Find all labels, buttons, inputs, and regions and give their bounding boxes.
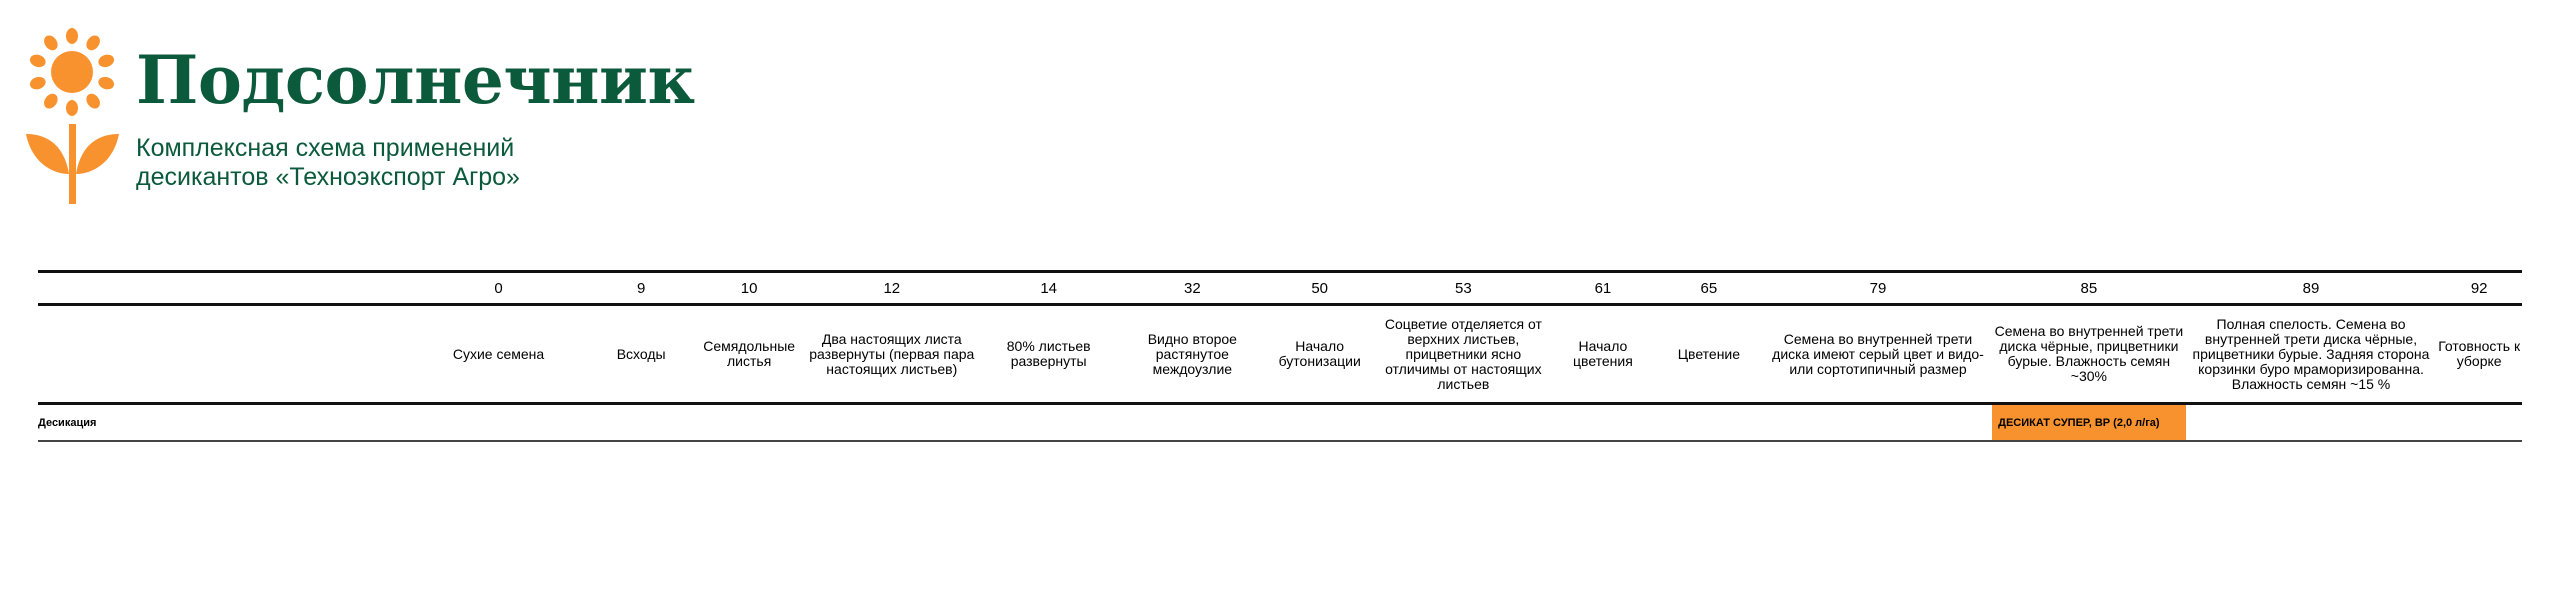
empty-cell [977,404,1120,442]
treatment-label: Десикация [38,404,407,442]
stage-description: Полная спелость. Семена во внутренней трети диска чёрные, прицветники бурые. Задняя сторона корзинки буро мраморизированна. Влажность семян ~15 % [2186,305,2437,404]
stage-description: Сухие семена [407,305,590,404]
page-subtitle [136,134,696,192]
empty-cell [1654,404,1764,442]
empty-cell [590,404,692,442]
stage-code: 10 [692,272,806,305]
stage-code: 85 [1992,272,2186,305]
stage-code: 92 [2436,272,2522,305]
stage-code: 89 [2186,272,2437,305]
stage-code: 50 [1265,272,1375,305]
stage-code: 32 [1120,272,1265,305]
stage-description: Всходы [590,305,692,404]
stage-description: Начало бутонизации [1265,305,1375,404]
stage-description: Соцветие отделяется от верхних листьев, прицветники ясно отличимы от настоящих листьев [1375,305,1552,404]
empty-cell [2186,404,2437,442]
stage-code: 12 [806,272,977,305]
empty-cell [1552,404,1654,442]
stage-description: Семена во внутренней трети диска имеют серый цвет и видо- или сортотипичный размер [1764,305,1992,404]
stage-description-row [38,305,2522,404]
sunflower-logo-icon [24,28,124,206]
stage-description: Готовность к уборке [2436,305,2522,404]
page-title: Подсолнечник [136,41,695,119]
stage-code: 9 [590,272,692,305]
empty-cell [1375,404,1552,442]
stage-code-row [38,272,2522,305]
stage-code: 79 [1764,272,1992,305]
empty-cell [407,404,590,442]
stage-description: Видно второе растянутое междоузлие [1120,305,1265,404]
subtitle-line-1: Комплексная схема применений [136,134,515,162]
empty-cell [2436,404,2522,442]
empty-cell [1265,404,1375,442]
stage-code: 53 [1375,272,1552,305]
empty-cell [692,404,806,442]
stage-code: 65 [1654,272,1764,305]
empty-cell [1764,404,1992,442]
stage-description: Цветение [1654,305,1764,404]
stage-description: Два настоящих листа развернуты (первая пара настоящих листьев) [806,305,977,404]
row-header-empty [38,305,407,404]
product-badge: ДЕСИКАТ СУПЕР, ВР (2,0 л/га) [1992,404,2186,442]
stage-description: Семена во внутренней трети диска чёрные, прицветники бурые. Влажность семян ~30% [1992,305,2186,404]
stage-description: 80% листьев развернуты [977,305,1120,404]
empty-cell [806,404,977,442]
stage-code: 14 [977,272,1120,305]
stage-code: 0 [407,272,590,305]
treatment-row [38,404,2522,442]
subtitle-line-2: десикантов «Техноэкспорт Агро» [136,163,520,191]
row-header-empty [38,272,407,305]
stage-description: Семядольные листья [692,305,806,404]
empty-cell [1120,404,1265,442]
stage-code: 61 [1552,272,1654,305]
stage-description: Начало цветения [1552,305,1654,404]
growth-stage-table [38,270,2522,442]
